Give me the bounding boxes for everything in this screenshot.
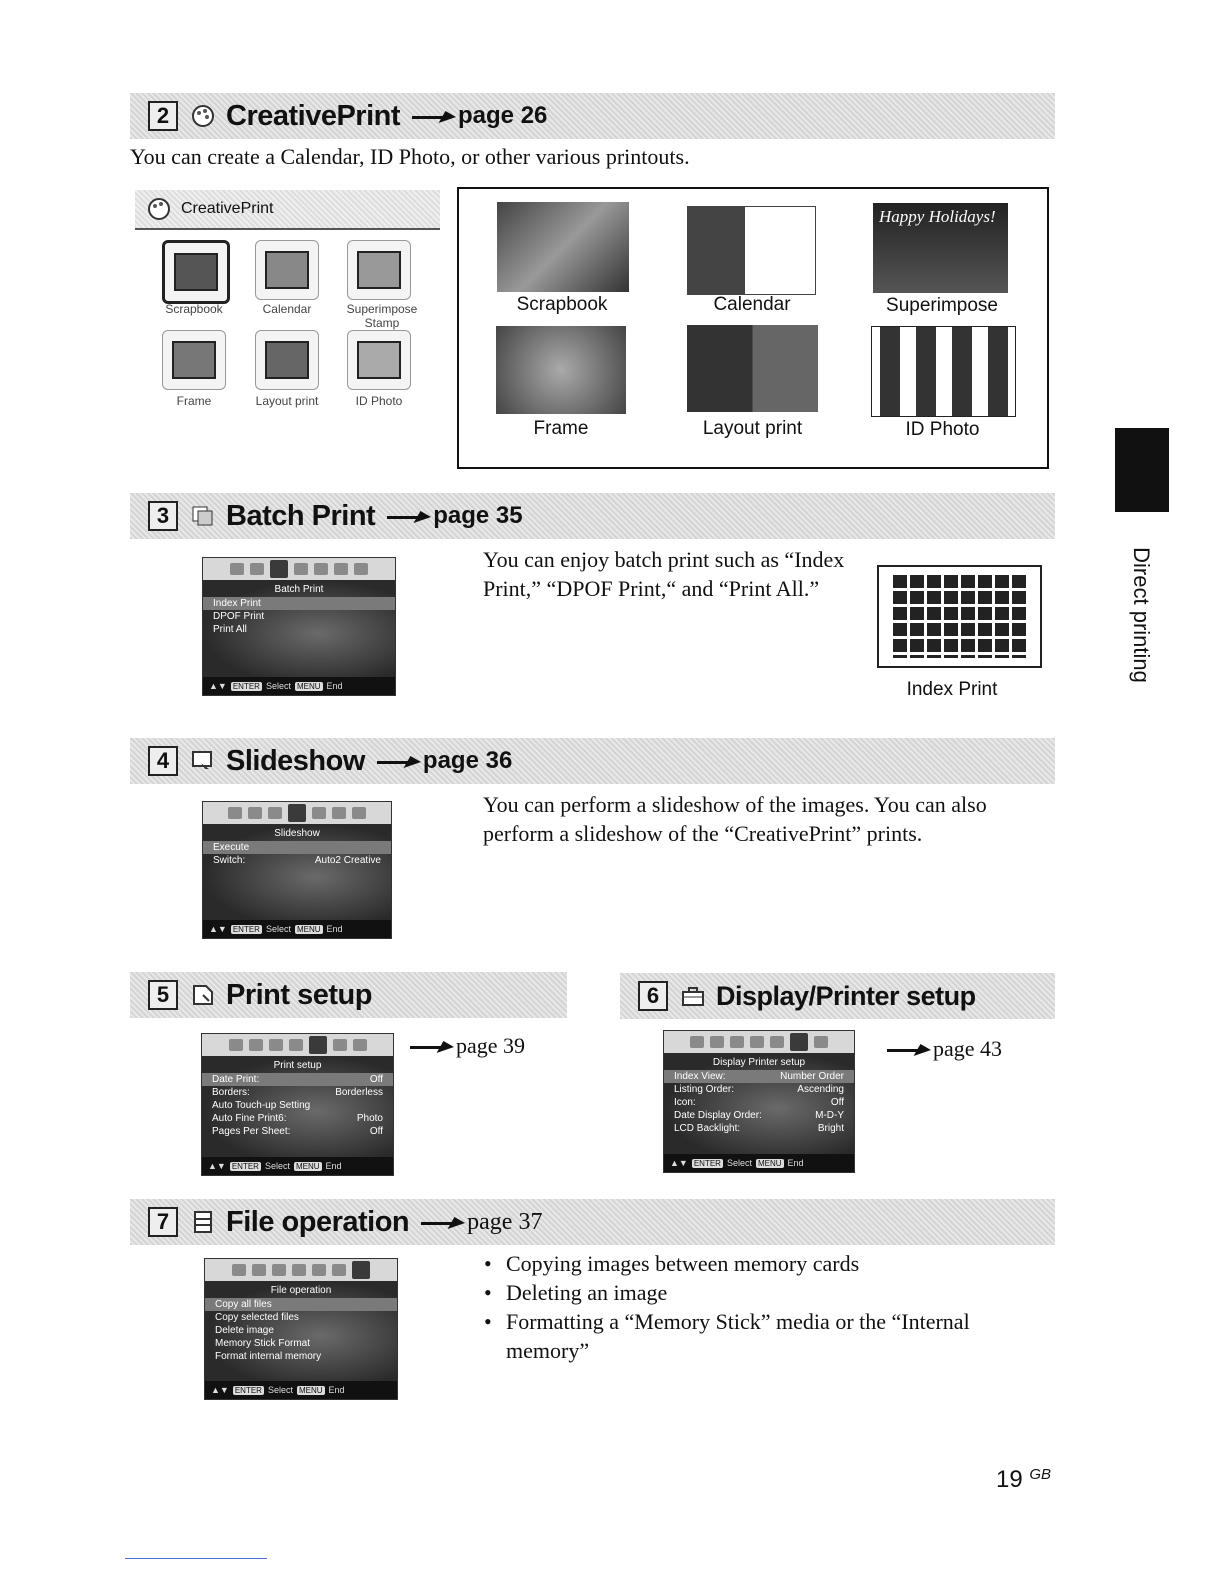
screen-footer: ▲▼ ENTER Select MENU End — [664, 1154, 854, 1172]
toolbox-icon — [680, 983, 706, 1009]
icon-label-layout: Layout print — [255, 394, 319, 408]
calendar-sample-image — [687, 206, 816, 295]
menu-item[interactable]: DPOF Print — [213, 611, 265, 622]
screen-footer: ▲▼ ENTER Select MENU End — [203, 920, 391, 938]
screen-footer: ▲▼ ENTER Select MENU End — [202, 1157, 393, 1175]
icon-label-superimpose: Superimpose Stamp — [346, 302, 418, 330]
section-title: Slideshow — [226, 744, 365, 777]
palette-icon — [145, 195, 173, 223]
calendar-icon[interactable] — [255, 240, 319, 300]
file-operation-screen — [204, 1258, 398, 1400]
arrow-icon — [387, 511, 431, 521]
setting-row[interactable]: Date Print: Off — [202, 1073, 393, 1086]
icon-label-id-photo: ID Photo — [355, 394, 403, 408]
setting-row[interactable]: Icon: Off — [674, 1097, 844, 1108]
section-number: 3 — [148, 501, 178, 531]
section-number: 7 — [148, 1207, 178, 1237]
caption-id-photo: ID Photo — [905, 419, 980, 440]
section-number: 2 — [148, 101, 178, 131]
superimpose-sample-image — [873, 203, 1008, 293]
slideshow-icon — [190, 748, 216, 774]
batch-print-icon — [190, 503, 216, 529]
creativeprint-menu-header — [135, 190, 440, 230]
file-cabinet-icon — [190, 1209, 216, 1235]
section-header-batch-print — [130, 493, 1055, 539]
superimpose-stamp-icon[interactable] — [347, 240, 411, 300]
section-description: You can enjoy batch print such as “Index Print,” “DPOF Print,“ and “Print All.” — [483, 547, 845, 601]
screen-title: Display Printer setup — [712, 1057, 806, 1068]
id-photo-sample-image — [871, 326, 1016, 417]
screen-title: Print setup — [273, 1060, 322, 1071]
page-reference[interactable]: page 35 — [387, 502, 522, 530]
menu-item[interactable]: Index Print — [203, 597, 395, 610]
frame-sample-image — [496, 326, 626, 414]
section-title: CreativePrint — [226, 99, 401, 132]
screen-title: Batch Print — [274, 584, 324, 595]
section-title: File operation — [226, 1205, 410, 1238]
menu-tabs — [202, 1034, 393, 1056]
section-title: Display/Printer setup — [716, 980, 976, 1011]
page-number: 19 $^{GB}$ — [996, 1466, 1052, 1493]
setting-row[interactable]: Index View: Number Order — [664, 1070, 854, 1083]
menu-item[interactable]: Copy all files — [205, 1298, 397, 1311]
arrow-icon — [410, 1041, 454, 1051]
menu-tabs — [205, 1259, 397, 1281]
menu-tabs — [664, 1031, 854, 1053]
slideshow-screen — [202, 801, 392, 939]
caption-frame: Frame — [533, 418, 589, 439]
frame-icon[interactable] — [162, 330, 226, 390]
section-number: 4 — [148, 746, 178, 776]
batch-print-screen — [202, 557, 396, 696]
icon-label-frame: Frame — [176, 394, 212, 408]
display-setup-screen — [663, 1030, 855, 1173]
section-number: 5 — [148, 980, 178, 1010]
section-title: Print setup — [226, 978, 372, 1011]
section-header-slideshow — [130, 738, 1055, 784]
section-description: You can perform a slideshow of the images. You can also perform a slideshow of the “CreativePrint” prints. — [483, 792, 987, 846]
setting-row[interactable]: Listing Order: Ascending — [674, 1084, 844, 1095]
page-reference[interactable]: page 43 — [887, 1034, 1002, 1063]
section-header-file-operation — [130, 1199, 1055, 1245]
section-header-display-setup — [620, 973, 1055, 1019]
layout-print-sample-image — [687, 325, 818, 412]
arrow-icon — [421, 1217, 465, 1227]
setting-row[interactable]: Date Display Order: M-D-Y — [674, 1110, 844, 1121]
list-item: • Deleting an image — [482, 1278, 1022, 1307]
screen-footer: ▲▼ ENTER Select MENU End — [203, 677, 395, 695]
screen-title: Slideshow — [274, 828, 320, 839]
caption-superimpose: Superimpose — [886, 295, 998, 316]
page-reference[interactable]: page 37 — [421, 1209, 542, 1236]
setting-row[interactable]: Auto Touch-up Setting — [212, 1100, 311, 1111]
section-number: 6 — [638, 981, 668, 1011]
id-photo-icon[interactable] — [347, 330, 411, 390]
side-tab-marker — [1115, 428, 1169, 512]
layout-print-icon[interactable] — [255, 330, 319, 390]
footer-rule — [125, 1558, 267, 1559]
list-item: • Formatting a “Memory Stick” media or the “Internal memory” — [482, 1307, 1022, 1365]
arrow-icon — [887, 1044, 931, 1054]
setting-row[interactable]: LCD Backlight: Bright — [674, 1123, 844, 1134]
menu-item[interactable]: Print All — [213, 624, 247, 635]
section-header-creativeprint — [130, 93, 1055, 139]
setting-row[interactable]: Borders: Borderless — [212, 1087, 383, 1098]
list-item: • Copying images between memory cards — [482, 1249, 1022, 1278]
caption-calendar: Calendar — [713, 294, 791, 315]
menu-tabs — [203, 802, 391, 824]
menu-item[interactable]: Format internal memory — [215, 1351, 322, 1362]
caption-layout-print: Layout print — [702, 418, 803, 439]
screen-footer: ▲▼ ENTER Select MENU End — [205, 1381, 397, 1399]
section-title: Batch Print — [226, 499, 376, 532]
section-header-print-setup — [130, 972, 567, 1018]
page-suffix: GB — [1029, 1466, 1052, 1483]
page-reference[interactable]: page 39 — [410, 1031, 525, 1060]
arrow-icon — [377, 756, 421, 766]
print-setup-icon — [190, 982, 216, 1008]
menu-tabs — [203, 558, 395, 580]
section-description: You can create a Calendar, ID Photo, or other various printouts. — [130, 144, 690, 169]
file-operation-list — [482, 1249, 1022, 1365]
page-reference[interactable]: page 26 — [412, 102, 547, 130]
screen-title: File operation — [270, 1285, 332, 1296]
scrapbook-icon[interactable] — [162, 240, 230, 304]
caption-index-print: Index Print — [906, 679, 998, 700]
index-print-sample — [877, 565, 1042, 668]
setting-row[interactable]: Auto Fine Print6: Photo — [212, 1113, 383, 1124]
side-tab-label: Direct printing — [1129, 547, 1154, 683]
arrow-icon — [412, 111, 456, 121]
icon-label-calendar: Calendar — [262, 302, 312, 316]
icon-label-scrapbook: Scrapbook — [165, 302, 223, 316]
print-setup-screen — [201, 1033, 394, 1176]
menu-item[interactable]: Execute — [203, 841, 391, 854]
menu-item[interactable]: Switch: Auto2 Creative — [213, 855, 381, 866]
menu-item[interactable]: Memory Stick Format — [215, 1338, 311, 1349]
palette-icon — [190, 103, 216, 129]
menu-item[interactable]: Copy selected files — [215, 1312, 299, 1323]
menu-item[interactable]: Delete image — [215, 1325, 274, 1336]
page-reference[interactable]: page 36 — [377, 747, 512, 775]
caption-scrapbook: Scrapbook — [516, 294, 608, 315]
superimpose-sample-text: Happy Holidays! — [879, 207, 996, 226]
setting-row[interactable]: Pages Per Sheet: Off — [212, 1126, 383, 1137]
menu-title: CreativePrint — [181, 200, 274, 217]
scrapbook-sample-image — [497, 202, 629, 292]
